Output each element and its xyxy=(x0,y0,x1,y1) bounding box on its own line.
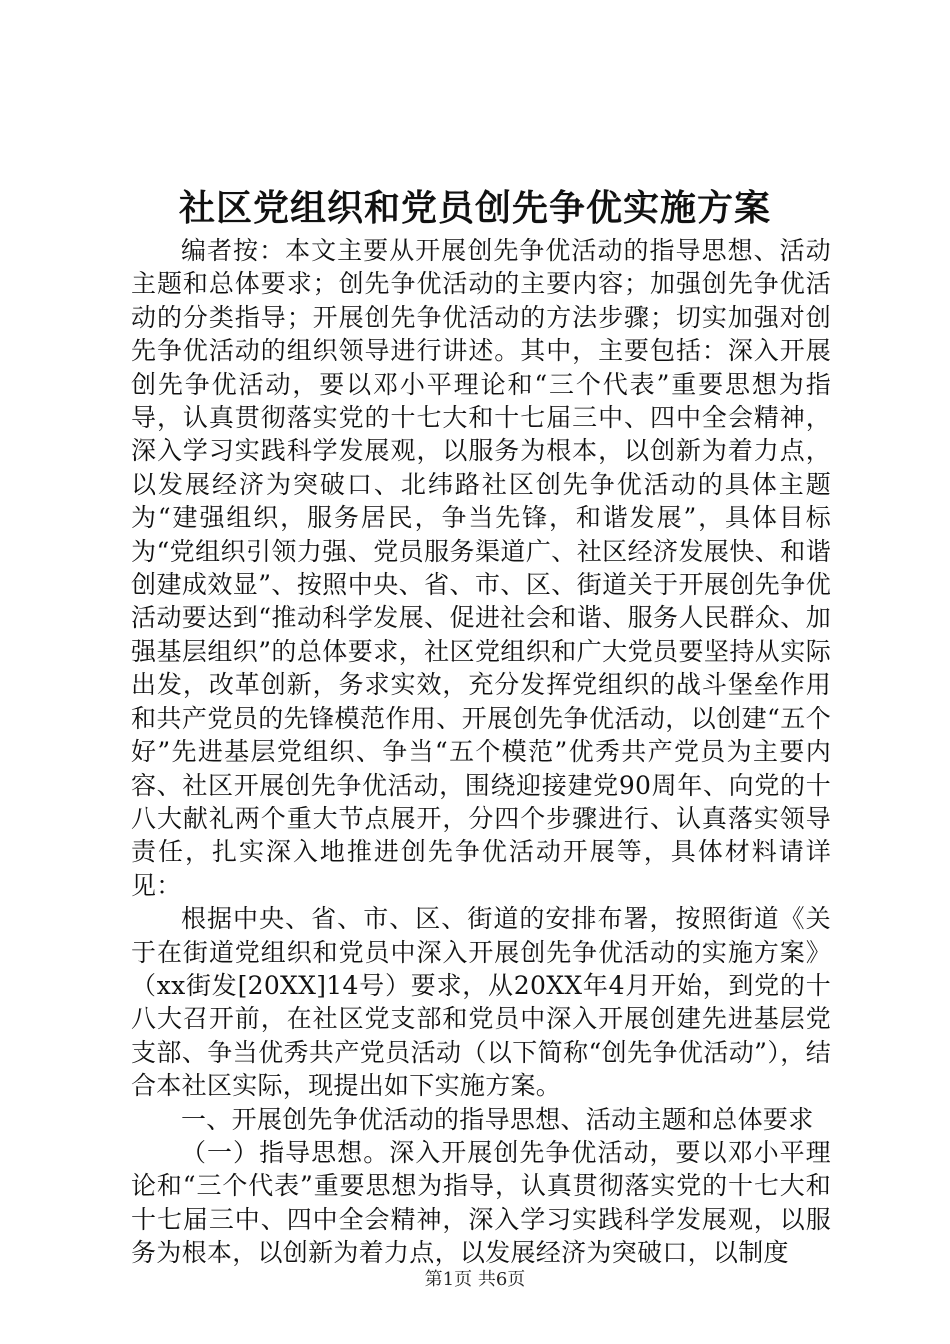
section-heading-1: 一、开展创先争优活动的指导思想、活动主题和总体要求 xyxy=(181,1104,814,1134)
page-footer: 第1页 共6页 xyxy=(424,1269,526,1290)
document-title: 社区党组织和党员创先争优实施方案 xyxy=(178,187,771,229)
editor-note-paragraph: 编者按：本文主要从开展创先争优活动的指导思想、活动主题和总体要求；创先争优活动的主要内容；加强创先争优活动的分类指导；开展创先争优活动的方法步骤；切实加强对创先争优活动的组织领导进行讲述。其中，主要包括：深入开展创先争优活动，要以邓小平理论和“三个代表”重要思想为指导，认真贯彻落实党的十七大和十七届三中、四中全会精神，深入学习实践科学发展观，以服务为根本，以创新为着力点，以发展经济为突破口、北纬路社区创先争优活动的具体主题为“建强组织，服务居民，争当先锋，和谐发展”，具体目标为“党组织引领力强、党员服务渠道广、社区经济发展快、和谐创建成效显”、按照中央、省、市、区、街道关于开展创先争优活动要达到“推动科学发展、促进社会和谐、服务人民群众、加强基层组织”的总体要求，社区党组织和广大党员要坚持从实际出发，改革创新，务求实效，充分发挥党组织的战斗堡垒作用和共产党员的先锋模范作用、开展创先争优活动，以创建“五个好”先进基层党组织、争当“五个模范”优秀共产党员为主要内容、社区开展创先争优活动，围绕迎接建党90周年、向党的十八大献礼两个重大节点展开，分四个步骤进行、认真落实领导责任，扎实深入地推进创先争优活动开展等，具体材料请详见： xyxy=(131,236,831,900)
document-body xyxy=(131,234,831,1270)
intro-paragraph: 根据中央、省、市、区、街道的安排布署，按照街道《关于在街道党组织和党员中深入开展创先争优活动的实施方案》（xx街发[20XX]14号）要求，从20XX年4月开始，到党的十八大召开前，在社区党支部和党员中深入开展创建先进基层党支部、争当优秀共产党员活动（以下简称“创先争优活动”），结合本社区实际，现提出如下实施方案。 xyxy=(131,904,831,1101)
subsection-guiding-ideology: （一）指导思想。深入开展创先争优活动，要以邓小平理论和“三个代表”重要思想为指导，认真贯彻落实党的十七大和十七届三中、四中全会精神，深入学习实践科学发展观，以服务为根本，以创新为着力点，以发展经济为突破口，以制度 xyxy=(131,1137,831,1268)
